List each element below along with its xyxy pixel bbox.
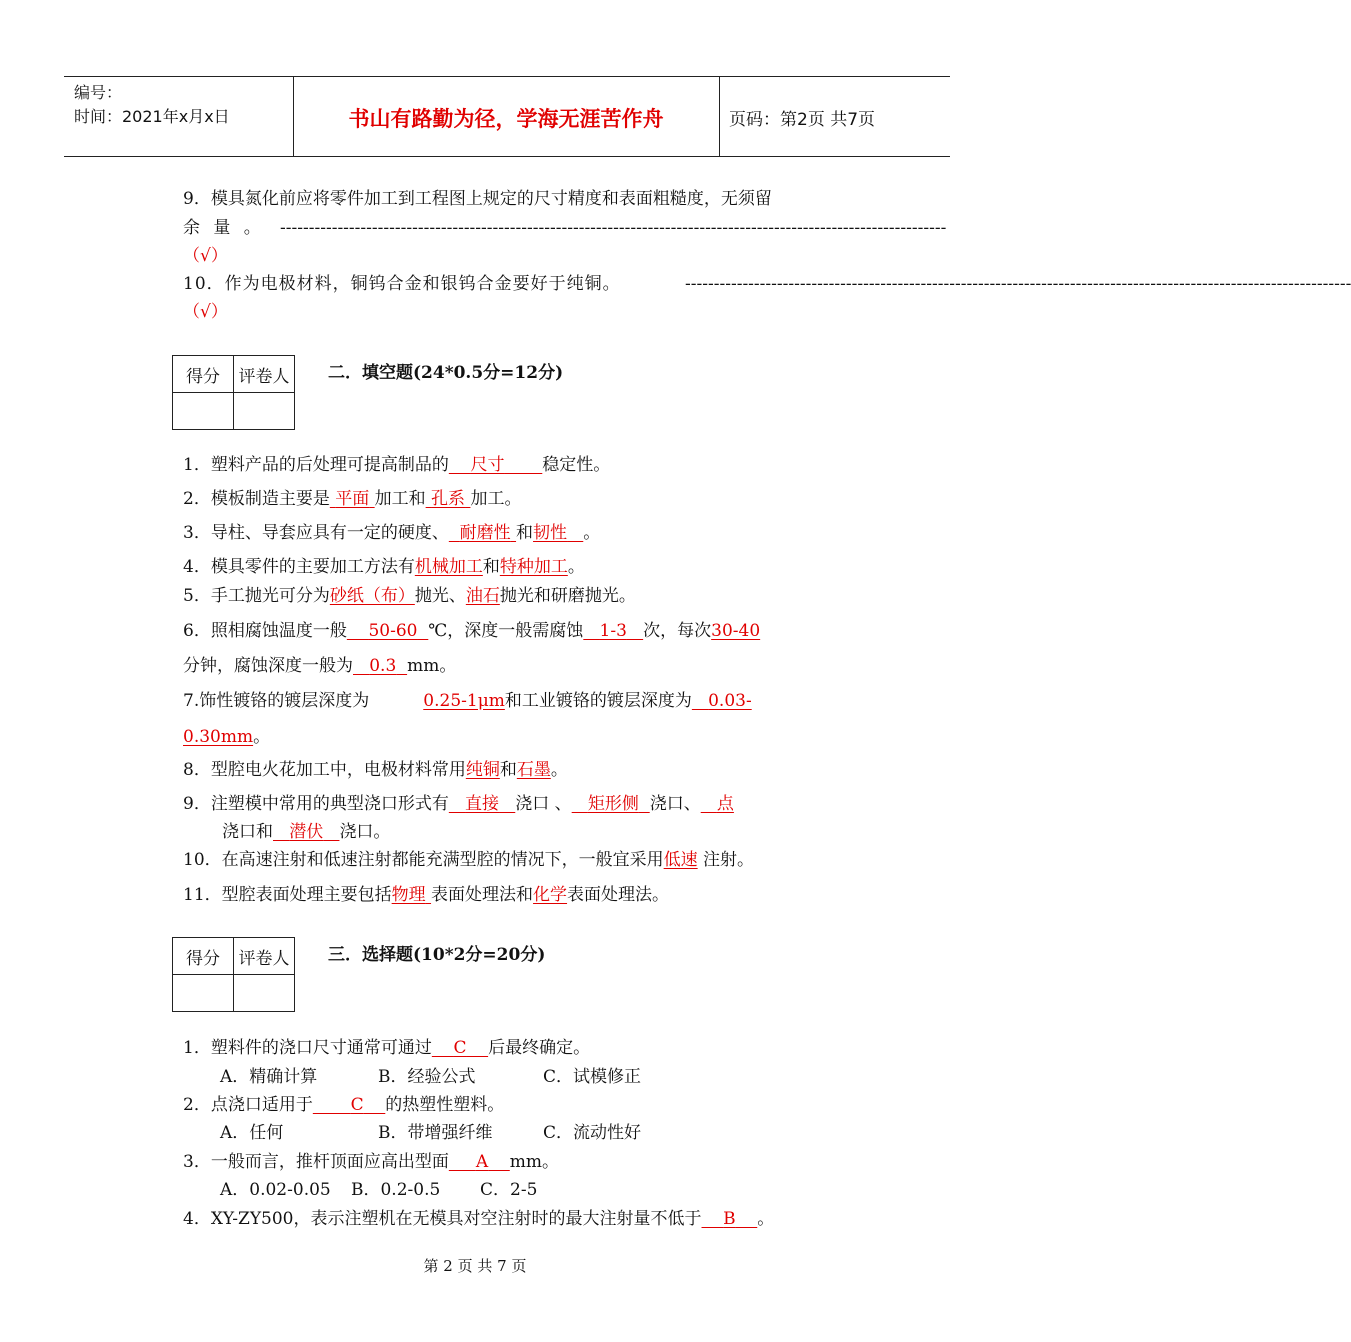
choice-q2-option-c: C．流动性好 — [543, 1123, 642, 1143]
answer-blank: 1-3 — [599, 621, 627, 641]
header-divider — [719, 77, 720, 156]
answer-blank: 物理 — [391, 885, 426, 905]
judge-q9-line2: 余 量 。 — [183, 218, 265, 238]
judge-q10-line: 10．作为电极材料，铜钨合金和银钨合金要好于纯铜。 — [183, 274, 621, 294]
judge-q9-answer — [183, 244, 228, 268]
score-box — [172, 355, 295, 430]
answer-blank: 耐磨性 — [459, 523, 511, 543]
reviewer-label: 评卷人 — [234, 938, 295, 975]
fill-q9-line1: 9．注塑模中常用的典型浇口形式有 直接 浇口 、 矩形侧 浇口、 点 — [183, 794, 734, 814]
answer-blank: 潜伏 — [289, 822, 324, 842]
header-motto: 书山有路勤为径，学海无涯苦作舟 — [348, 107, 664, 131]
answer-blank: 直接 — [465, 794, 500, 814]
fill-q9-line2: 浇口和 潜伏 浇口。 — [222, 822, 391, 842]
choice-q2-option-a: A．任何 — [220, 1123, 284, 1143]
answer-mark: （√） — [183, 302, 228, 322]
section3-title: 三．选择题(10*2分=20分) — [328, 945, 546, 965]
choice-q4: 4．XY-ZY500，表示注塑机在无模具对空注射时的最大注射量不低于 B 。 — [183, 1209, 775, 1229]
answer-blank: 特种加工 — [499, 557, 568, 577]
answer-blank: 30-40 — [711, 621, 761, 641]
choice-q3-option-a: A．0.02-0.05 — [220, 1180, 331, 1200]
judge-q9-line1: 9．模具氮化前应将零件加工到工程图上规定的尺寸精度和表面粗糙度，无须留 — [183, 189, 772, 209]
answer-blank: C — [453, 1038, 467, 1058]
answer-blank: 0.30mm — [183, 727, 254, 747]
header-meta — [74, 81, 230, 129]
reviewer-cell — [234, 393, 295, 430]
score-cell — [173, 975, 234, 1012]
fill-q6-line1: 6．照相腐蚀温度一般 50-60 ℃，深度一般需腐蚀 1-3 次，每次30-40 — [183, 621, 761, 641]
fill-q3: 3．导柱、导套应具有一定的硬度、 耐磨性 和韧性 。 — [183, 523, 601, 543]
choice-q3-option-b: B．0.2-0.5 — [351, 1180, 441, 1200]
choice-q2-option-b: B．带增强纤维 — [378, 1123, 493, 1143]
answer-blank: C — [350, 1095, 364, 1115]
answer-blank: 低速 — [663, 850, 698, 870]
answer-blank: 孔系 — [431, 489, 466, 509]
choice-q3: 3．一般而言，推杆顶面应高出型面 A mm。 — [183, 1152, 560, 1172]
score-label: 得分 — [173, 938, 234, 975]
score-label: 得分 — [173, 356, 234, 393]
answer-blank: 50-60 — [368, 621, 418, 641]
number-label: 编号： — [74, 83, 123, 102]
answer-blank: 石墨 — [516, 760, 551, 780]
answer-blank: B — [723, 1209, 736, 1229]
page-header — [64, 76, 950, 157]
answer-mark: （√） — [183, 246, 228, 266]
dash-leader: -------------------------------------------------------------------------------------------------------------------- — [280, 218, 947, 238]
fill-q2: 2．模板制造主要是 平面 加工和 孔系 加工。 — [183, 489, 522, 509]
fill-q6-line2: 分钟，腐蚀深度一般为 0.3 mm。 — [183, 656, 457, 676]
fill-q11: 11．型腔表面处理主要包括物理 表面处理法和化学表面处理法。 — [183, 885, 670, 905]
page-footer: 第 2 页 共 7 页 — [423, 1257, 527, 1275]
answer-blank: 平面 — [335, 489, 370, 509]
fill-q8: 8．型腔电火花加工中，电极材料常用纯铜和石墨。 — [183, 760, 568, 780]
judge-q10-answer — [183, 300, 228, 324]
fill-q1: 1．塑料产品的后处理可提高制品的 尺寸 稳定性。 — [183, 455, 611, 475]
time-label: 时间：2021年x月x日 — [74, 107, 230, 126]
dash-leader: -------------------------------------------------------------------------------------------------------------------- — [685, 274, 1351, 294]
answer-blank: 纯铜 — [465, 760, 500, 780]
choice-q1: 1．塑料件的浇口尺寸通常可通过 C 后最终确定。 — [183, 1038, 591, 1058]
answer-blank: 化学 — [533, 885, 568, 905]
fill-q10: 10．在高速注射和低速注射都能充满型腔的情况下，一般宜采用低速 注射。 — [183, 850, 755, 870]
answer-blank: 0.25-1μm — [423, 691, 505, 711]
answer-blank: 机械加工 — [414, 557, 483, 577]
reviewer-cell — [234, 975, 295, 1012]
answer-blank: 油石 — [465, 586, 500, 606]
fill-q4: 4．模具零件的主要加工方法有机械加工和特种加工。 — [183, 557, 585, 577]
choice-q2: 2．点浇口适用于 C 的热塑性塑料。 — [183, 1095, 505, 1115]
section2-title: 二．填空题(24*0.5分=12分) — [328, 363, 564, 383]
answer-blank: 尺寸 — [470, 455, 505, 475]
choice-q1-option-a: A．精确计算 — [220, 1067, 318, 1087]
answer-blank: 0.3 — [369, 656, 397, 676]
answer-blank: 0.03- — [708, 691, 752, 711]
fill-q7-line1: 7.饰性镀铬的镀层深度为 0.25-1μm和工业镀铬的镀层深度为 0.03- — [183, 691, 752, 711]
answer-blank: 砂纸（布） — [329, 586, 415, 606]
choice-q1-option-b: B．经验公式 — [378, 1067, 476, 1087]
answer-blank: 矩形侧 — [587, 794, 639, 814]
score-cell — [173, 393, 234, 430]
score-box — [172, 937, 295, 1012]
answer-blank: 韧性 — [533, 523, 568, 543]
answer-blank: A — [475, 1152, 489, 1172]
choice-q3-option-c: C．2-5 — [480, 1180, 538, 1200]
page-number-label: 页码：第2页 共7页 — [729, 110, 876, 130]
fill-q5: 5．手工抛光可分为砂纸（布）抛光、油石抛光和研磨抛光。 — [183, 586, 636, 606]
choice-q1-option-c: C．试模修正 — [543, 1067, 642, 1087]
answer-blank: 点 — [716, 794, 734, 814]
fill-q7-line2: 0.30mm。 — [183, 727, 271, 747]
reviewer-label: 评卷人 — [234, 356, 295, 393]
